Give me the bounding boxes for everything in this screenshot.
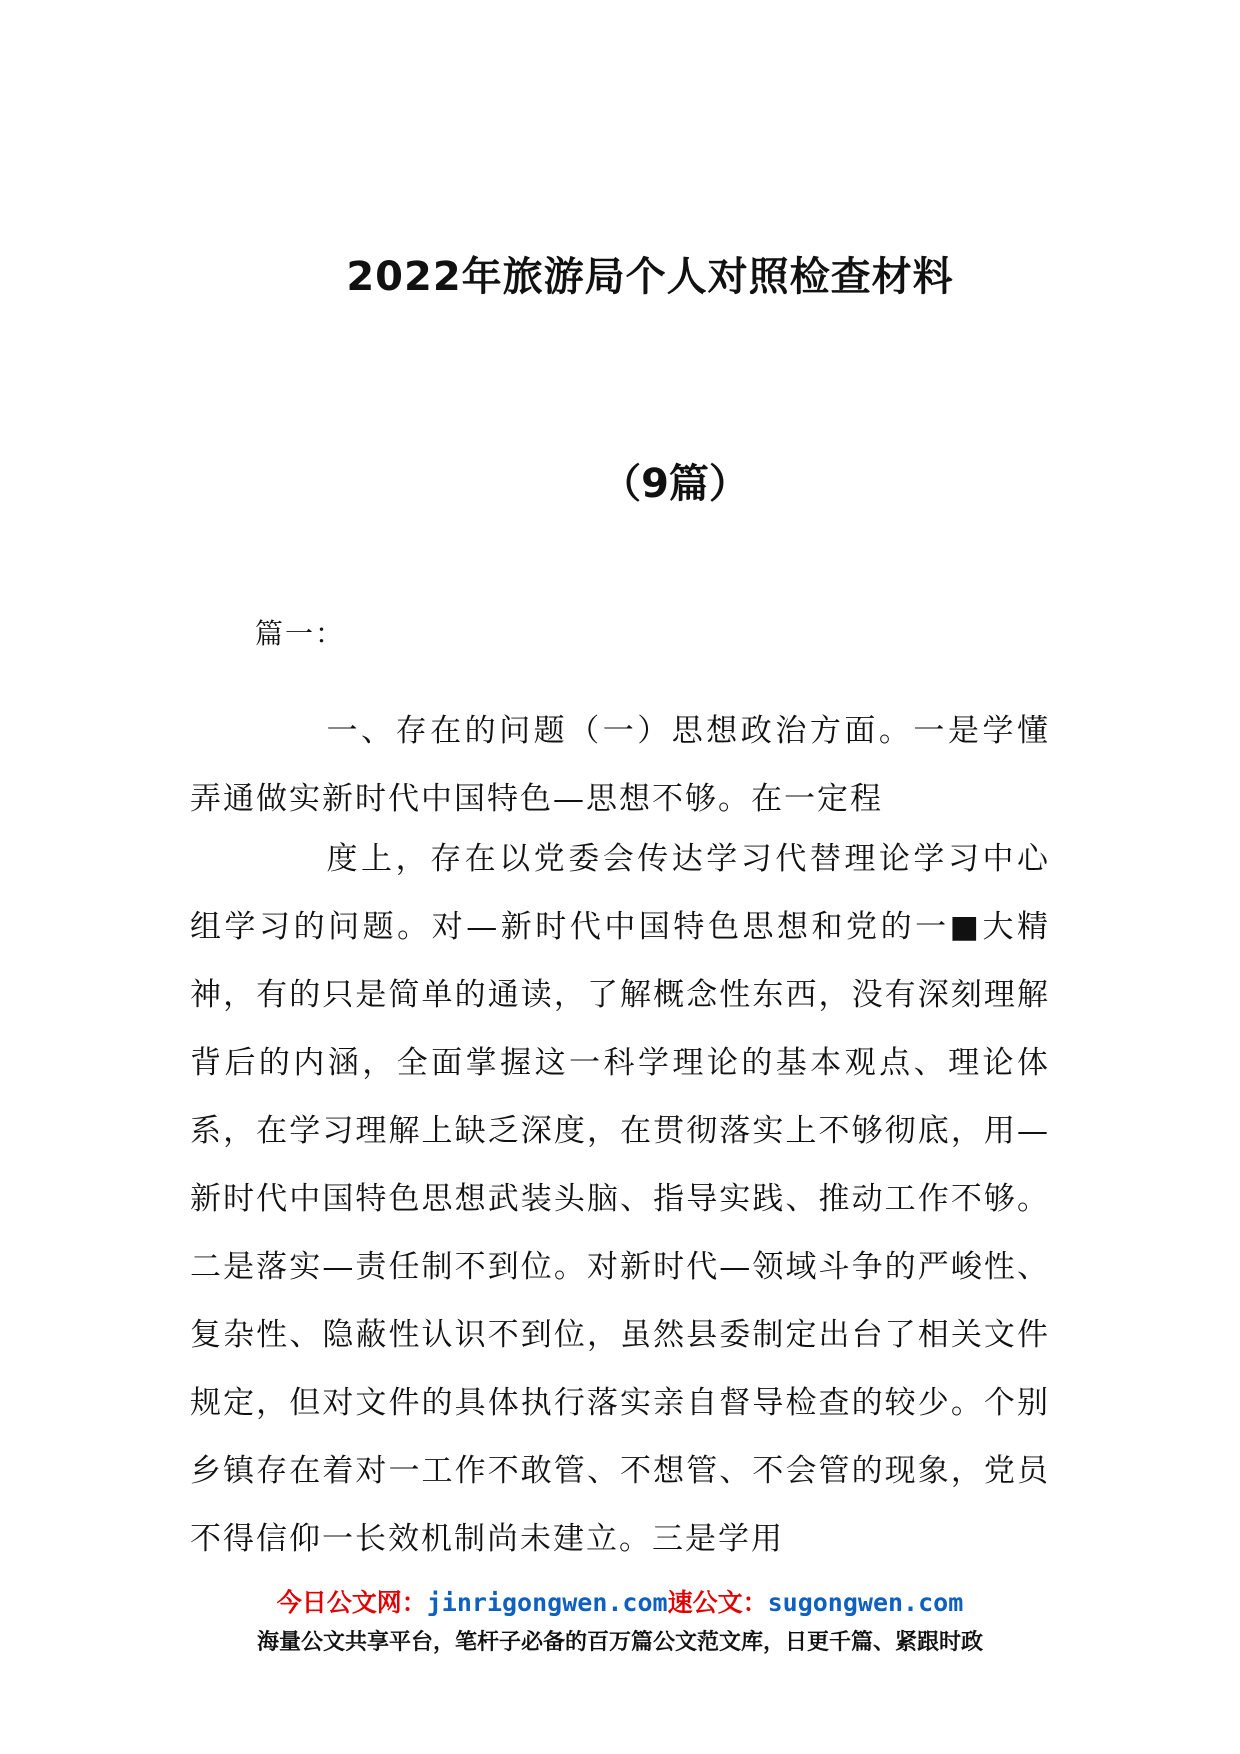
paragraph-1-text: 一、存在的问题（一）思想政治方面。一是学懂弄通做实新时代中国特色—思想不够。在一定程: [190, 713, 1050, 817]
site1-url[interactable]: jinrigongwen.com: [426, 1588, 668, 1617]
section-label: 篇一：: [255, 617, 346, 650]
site1-label: 今日公文网：: [276, 1588, 427, 1617]
site2-url[interactable]: sugongwen.com: [767, 1588, 964, 1617]
footer-links: [0, 1583, 1240, 1619]
paragraph-2: [190, 825, 1050, 1573]
site2-label: 速公文：: [667, 1588, 768, 1617]
document-subtitle: （9篇）: [601, 461, 749, 507]
document-title: 2022年旅游局个人对照检查材料: [346, 254, 954, 300]
paragraph-2-text: 度上，存在以党委会传达学习代替理论学习中心组学习的问题。对—新时代中国特色思想和党的一■大精神，有的只是简单的通读，了解概念性东西，没有深刻理解背后的内涵，全面掌握这一科学理论的基本观点、理论体系，在学习理解上缺乏深度，在贯彻落实上不够彻底，用—新时代中国特色思想武装头脑、指导实践、推动工作不够。二是落实—责任制不到位。对新时代—领域斗争的严峻性、复杂性、隐蔽性认识不到位，虽然县委制定出台了相关文件规定，但对文件的具体执行落实亲自督导检查的较少。个别乡镇存在着对一工作不敢管、不想管、不会管的现象，党员不得信仰一长效机制尚未建立。三是学用: [190, 841, 1050, 1557]
footer-tagline: 海量公文共享平台，笔杆子必备的百万篇公文范文库，日更千篇、紧跟时政: [256, 1630, 983, 1655]
paragraph-1: [190, 697, 1050, 833]
